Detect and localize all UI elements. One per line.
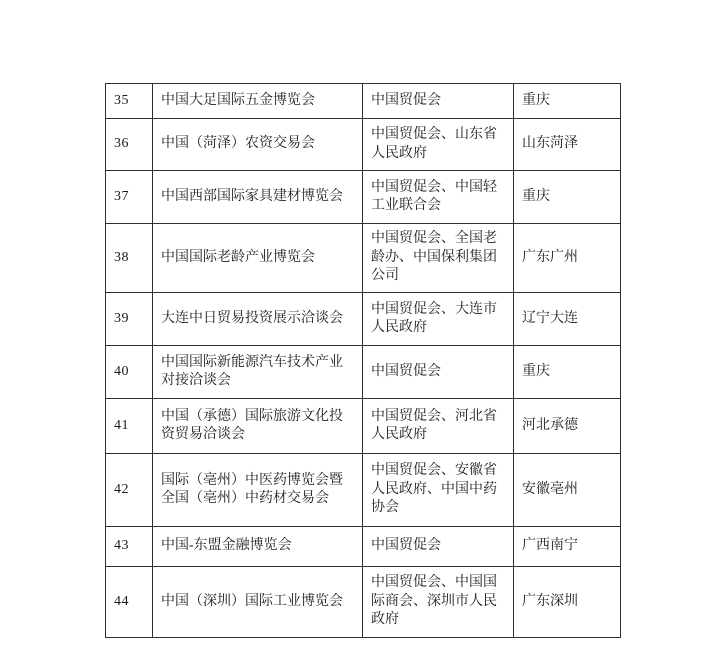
event-name-cell (153, 84, 363, 119)
location-cell (514, 454, 621, 527)
location-cell (514, 224, 621, 293)
table-row (106, 527, 621, 567)
event-name: 国际（亳州）中医药博览会暨全国（亳州）中药材交易会 (161, 472, 343, 506)
expo-table-body (106, 84, 621, 638)
location-cell (514, 119, 621, 171)
organizer-cell (363, 399, 514, 454)
event-name: 中国-东盟金融博览会 (161, 538, 292, 554)
row-number: 37 (114, 188, 129, 204)
organizer-cell (363, 84, 514, 119)
organizer: 中国贸促会、安徽省人民政府、中国中药协会 (371, 463, 497, 516)
location-cell (514, 399, 621, 454)
organizer: 中国贸促会 (371, 363, 441, 379)
event-name-cell (153, 346, 363, 399)
event-name: 大连中日贸易投资展示洽谈会 (161, 310, 343, 326)
location: 安徽亳州 (522, 481, 578, 497)
row-number: 36 (114, 136, 129, 152)
organizer: 中国贸促会、山东省人民政府 (371, 127, 497, 161)
table-row (106, 171, 621, 224)
location: 辽宁大连 (522, 310, 578, 326)
organizer-cell (363, 119, 514, 171)
event-name-cell (153, 293, 363, 346)
event-name-cell (153, 224, 363, 293)
row-number-cell (106, 346, 153, 399)
organizer-cell (363, 527, 514, 567)
location: 重庆 (522, 92, 550, 108)
table-row (106, 119, 621, 171)
table-row (106, 399, 621, 454)
organizer-cell (363, 454, 514, 527)
location: 广西南宁 (522, 538, 578, 554)
row-number-cell (106, 399, 153, 454)
location: 重庆 (522, 363, 550, 379)
expo-table (105, 83, 621, 638)
event-name-cell (153, 119, 363, 171)
event-name-cell (153, 454, 363, 527)
event-name: 中国国际新能源汽车技术产业对接洽谈会 (161, 354, 343, 388)
table-row (106, 224, 621, 293)
organizer: 中国贸促会、中国国际商会、深圳市人民政府 (371, 575, 497, 628)
organizer-cell (363, 224, 514, 293)
organizer-cell (363, 346, 514, 399)
table-row (106, 293, 621, 346)
location: 山东菏泽 (522, 136, 578, 152)
row-number: 42 (114, 481, 129, 497)
organizer-cell (363, 171, 514, 224)
row-number-cell (106, 567, 153, 638)
organizer: 中国贸促会 (371, 92, 441, 108)
row-number: 39 (114, 310, 129, 326)
organizer: 中国贸促会、大连市人民政府 (371, 301, 497, 335)
row-number: 35 (114, 92, 129, 108)
organizer: 中国贸促会 (371, 538, 441, 554)
table-row (106, 567, 621, 638)
event-name: 中国（深圳）国际工业博览会 (161, 593, 343, 609)
row-number-cell (106, 454, 153, 527)
location-cell (514, 84, 621, 119)
organizer: 中国贸促会、全国老龄办、中国保利集团公司 (371, 231, 497, 284)
location-cell (514, 527, 621, 567)
organizer-cell (363, 293, 514, 346)
row-number: 41 (114, 417, 129, 433)
row-number: 40 (114, 363, 129, 379)
row-number-cell (106, 119, 153, 171)
location: 重庆 (522, 188, 550, 204)
event-name: 中国西部国际家具建材博览会 (161, 188, 343, 204)
location: 广东深圳 (522, 593, 578, 609)
table-row (106, 454, 621, 527)
row-number-cell (106, 171, 153, 224)
location-cell (514, 171, 621, 224)
event-name: 中国国际老龄产业博览会 (161, 249, 315, 265)
location-cell (514, 346, 621, 399)
location-cell (514, 293, 621, 346)
location: 河北承德 (522, 417, 578, 433)
event-name-cell (153, 399, 363, 454)
row-number-cell (106, 293, 153, 346)
row-number-cell (106, 84, 153, 119)
row-number: 44 (114, 593, 129, 609)
row-number: 43 (114, 538, 129, 554)
row-number: 38 (114, 249, 129, 265)
event-name-cell (153, 567, 363, 638)
event-name-cell (153, 171, 363, 224)
event-name: 中国（菏泽）农资交易会 (161, 136, 315, 152)
table-row (106, 84, 621, 119)
organizer: 中国贸促会、河北省人民政府 (371, 408, 497, 442)
location: 广东广州 (522, 249, 578, 265)
event-name: 中国大足国际五金博览会 (161, 92, 315, 108)
event-name: 中国（承德）国际旅游文化投资贸易洽谈会 (161, 408, 343, 442)
row-number-cell (106, 527, 153, 567)
organizer: 中国贸促会、中国轻工业联合会 (371, 179, 497, 213)
location-cell (514, 567, 621, 638)
row-number-cell (106, 224, 153, 293)
event-name-cell (153, 527, 363, 567)
table-row (106, 346, 621, 399)
organizer-cell (363, 567, 514, 638)
